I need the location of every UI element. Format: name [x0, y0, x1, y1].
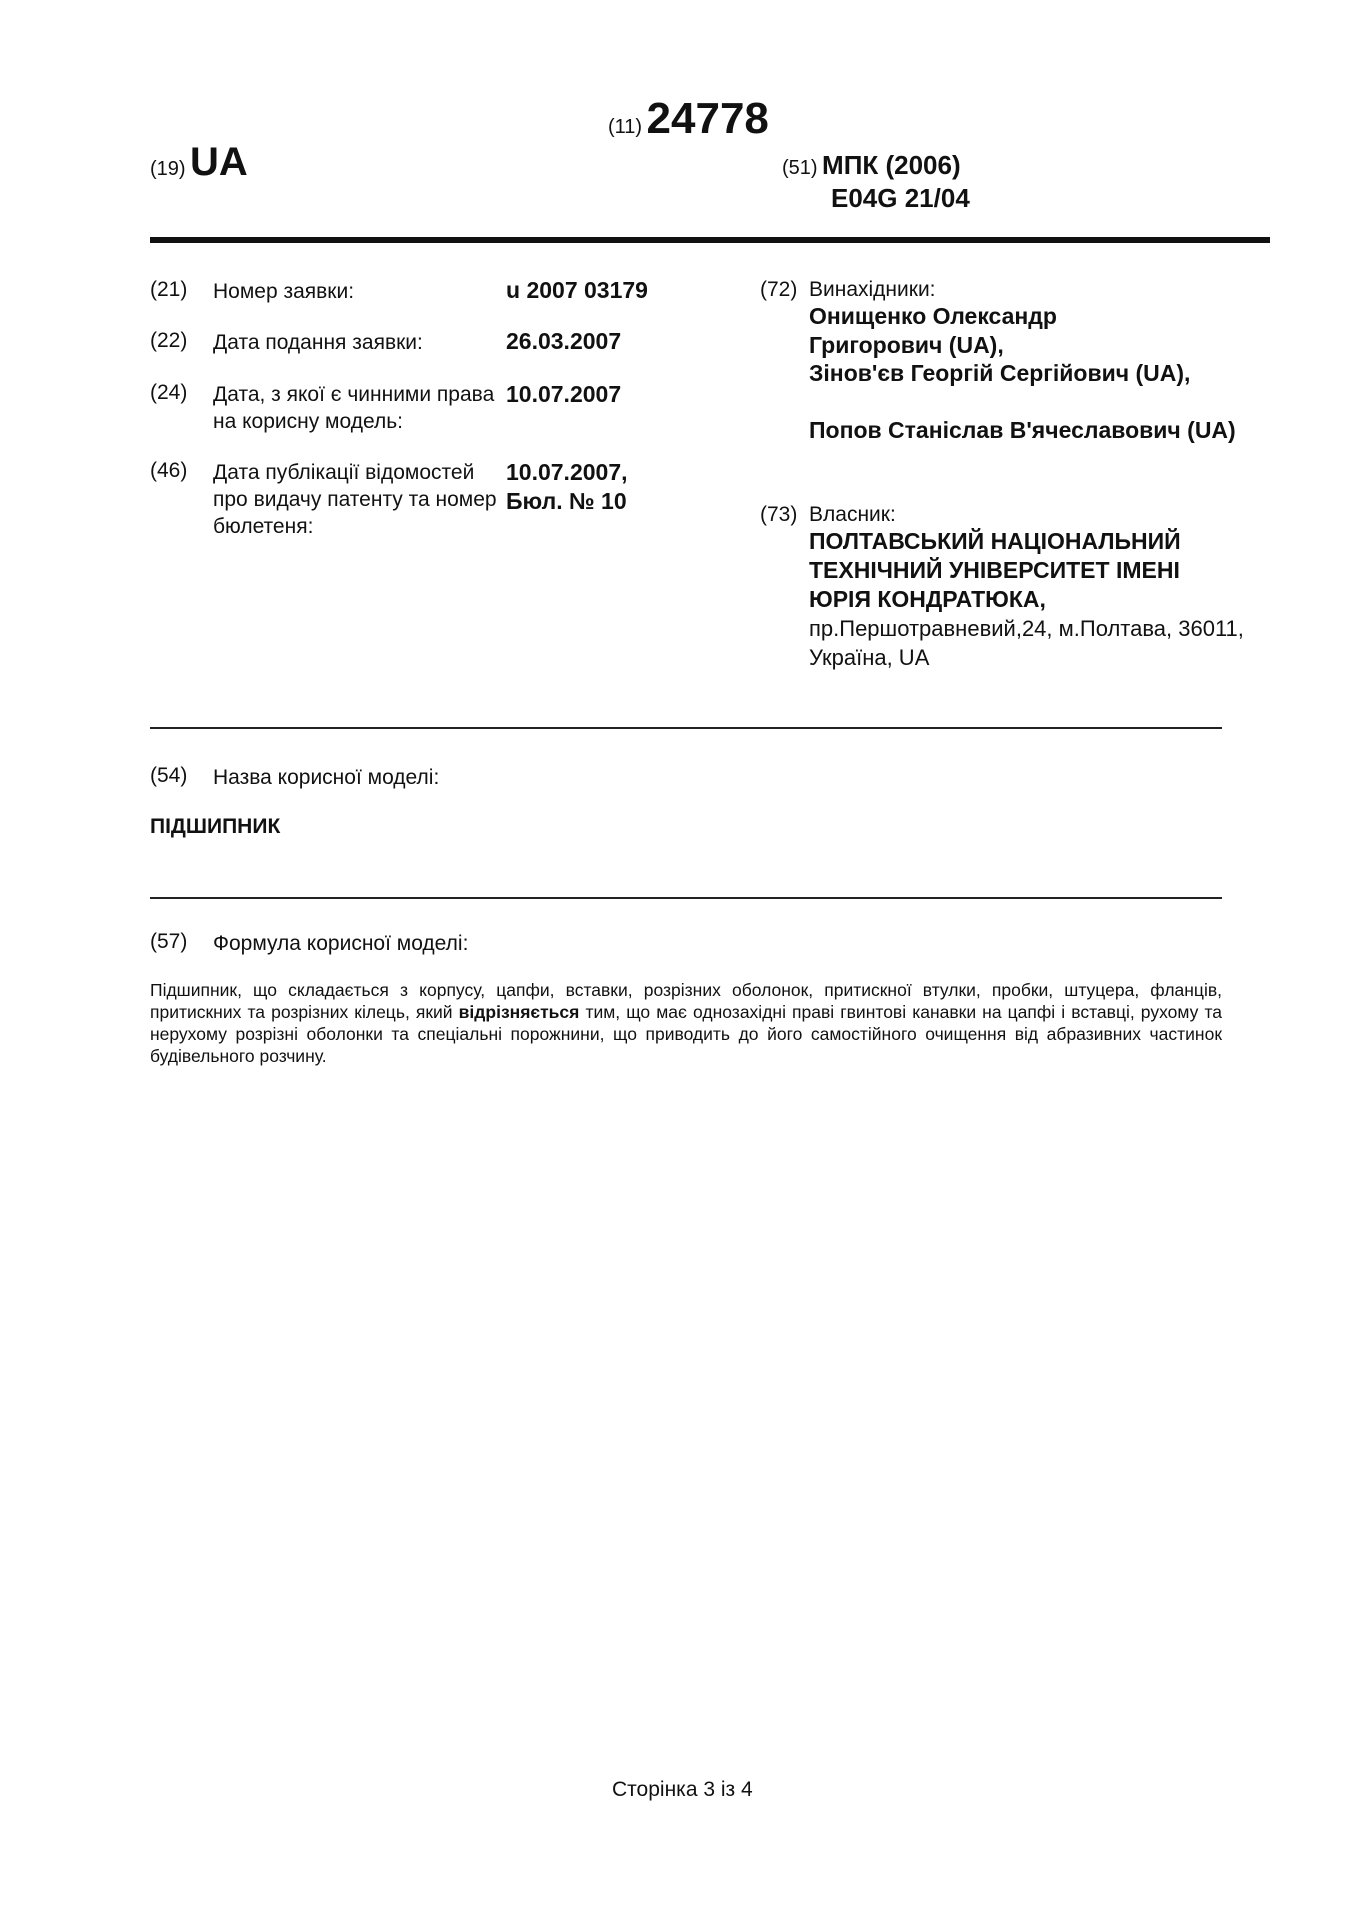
page-number: Сторінка 3 із 4 [612, 1778, 753, 1801]
divider-2 [150, 897, 1222, 899]
field-24-label: Дата, з якої є чинними права на корисну модель: [213, 383, 495, 433]
inventor-1: Онищенко Олександр Григорович (UA), [809, 303, 1057, 358]
field-21-code: (21) [150, 278, 188, 301]
field-22-code: (22) [150, 329, 188, 352]
model-title: ПІДШИПНИК [150, 815, 281, 838]
field-46-value: 10.07.2007, [506, 459, 628, 485]
ipc [782, 150, 961, 181]
ipc-label: МПК (2006) [822, 150, 961, 180]
header-rule [150, 237, 1270, 243]
claims-text [150, 979, 1222, 1067]
field-22-value: 26.03.2007 [506, 328, 622, 354]
country-value: UA [190, 140, 248, 184]
title-label: Назва корисної моделі: [213, 766, 440, 789]
owner-address: пр.Першотравневий,24, м.Полтава, 36011, Україна, UA [809, 616, 1244, 670]
country [150, 140, 248, 185]
owner-label: Власник: [809, 503, 896, 526]
field-21-label: Номер заявки: [213, 280, 355, 303]
ipc-code: (51) [782, 157, 818, 179]
field-46-code: (46) [150, 459, 188, 482]
title-code: (54) [150, 764, 188, 787]
field-24-value: 10.07.2007 [506, 381, 622, 407]
claims-text-after: тим, що має однозахідні праві гвинтові канавки на цапфі і вставці, рухому та нерухому розрізні оболонки та спеціальні порожнини, що приводить до його самостійного очищення від абразивних частинок будівельного розчину. [150, 1002, 1222, 1066]
divider-1 [150, 727, 1222, 729]
claims-label: Формула корисної моделі: [213, 932, 469, 955]
claims-text-bold: відрізняється [458, 1002, 580, 1022]
owner-name: ПОЛТАВСЬКИЙ НАЦІОНАЛЬНИЙ ТЕХНІЧНИЙ УНІВЕРСИТЕТ ІМЕНІ ЮРІЯ КОНДРАТЮКА, [809, 528, 1181, 612]
inventors-label: Винахідники: [809, 278, 936, 301]
publication-number-code: (11) [608, 116, 643, 138]
publication-number-value: 24778 [646, 94, 769, 143]
inventor-2: Зінов'єв Георгій Сергійович (UA), [809, 360, 1191, 386]
claims-code: (57) [150, 930, 188, 953]
claims-text-before: Підшипник, що складається з корпусу, цапфи, вставки, розрізних оболонок, притискної втулки, пробки, штуцера, фланців, притискних та розрізних кілець, який [150, 980, 1222, 1022]
owner-code: (73) [760, 503, 798, 526]
publication-number [608, 94, 769, 144]
inventor-3: Попов Станіслав В'ячеславович (UA) [809, 417, 1236, 443]
country-code: (19) [150, 158, 186, 180]
field-46-label: Дата публікації відомостей про видачу патенту та номер бюлетеня: [213, 461, 497, 538]
field-24-code: (24) [150, 381, 188, 404]
inventors-code: (72) [760, 278, 798, 301]
field-46-value-2: Бюл. № 10 [506, 488, 627, 514]
ipc-value: E04G 21/04 [831, 183, 970, 213]
field-22-label: Дата подання заявки: [213, 331, 423, 354]
field-21-value: u 2007 03179 [506, 277, 648, 303]
